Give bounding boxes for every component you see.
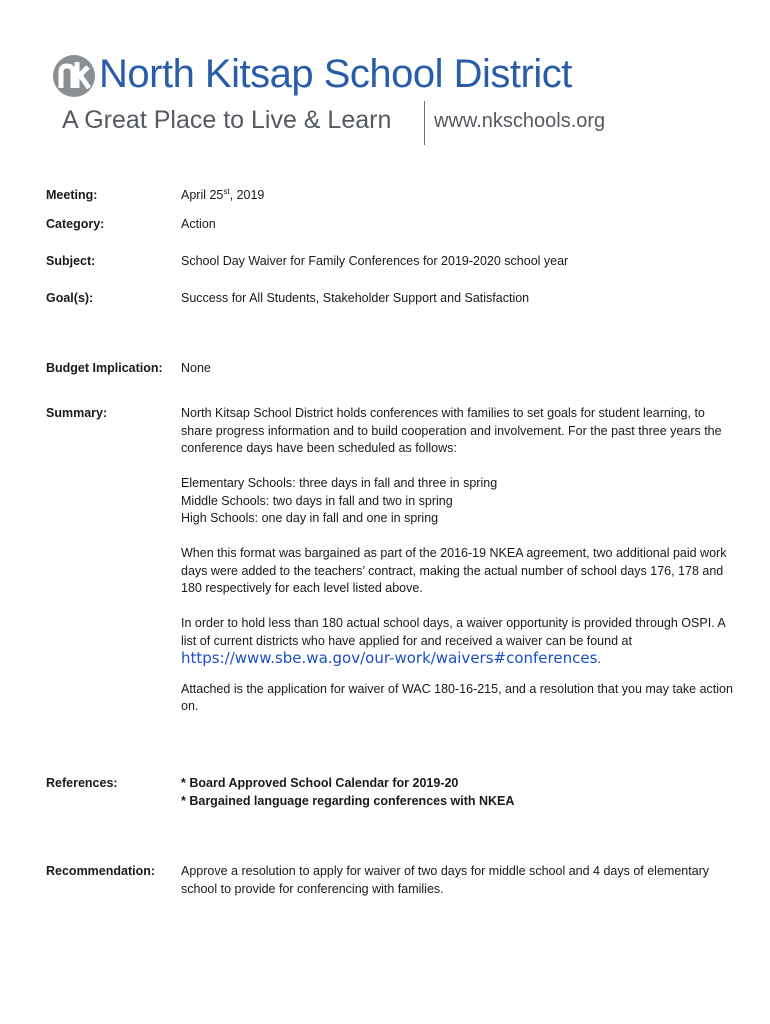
summary-paragraph-4: [181, 615, 736, 669]
goals-label: Goal(s):: [46, 291, 94, 305]
schedule-middle: Middle Schools: two days in fall and two in spring: [181, 493, 453, 508]
summary-paragraph-5: Attached is the application for waiver of WAC 180-16-215, and a resolution that you may take action on.: [181, 681, 733, 713]
budget-value: None: [181, 361, 211, 375]
schedule-elementary: Elementary Schools: three days in fall and three in spring: [181, 476, 498, 490]
meeting-year: , 2019: [229, 188, 265, 202]
reference-item: * Board Approved School Calendar for 2019-20: [181, 776, 459, 790]
summary-body: [181, 405, 736, 716]
summary-paragraph-3: When this format was bargained as part of the 2016-19 NKEA agreement, two additional paid work days were added to the teachers’ contract, making the actual number of school days 176, 178 and 180 respectively for each level listed above.: [181, 546, 727, 595]
header-divider: [424, 101, 425, 145]
subject-value: School Day Waiver for Family Conferences for 2019-2020 school year: [181, 254, 569, 268]
tagline: A Great Place to Live & Learn: [62, 106, 392, 134]
category-label: Category:: [46, 217, 105, 231]
meeting-date-suffix: st: [223, 186, 230, 196]
goals-value: Success for All Students, Stakeholder Support and Satisfaction: [181, 291, 530, 305]
waiver-info-text: In order to hold less than 180 actual school days, a waiver opportunity is provided through OSPI. A list of current districts who have applied for and received a waiver can be found at: [181, 616, 726, 648]
meeting-label: Meeting:: [46, 188, 98, 202]
meeting-value: [181, 187, 736, 205]
summary-paragraph-1: North Kitsap School District holds conferences with families to set goals for student learning, to share progress information and to build cooperation and involvement. For the past three years the conference days have been scheduled as follows:: [181, 406, 722, 455]
meeting-date: April 25: [181, 188, 224, 202]
summary-label: Summary:: [46, 406, 108, 420]
category-value: Action: [181, 217, 216, 231]
schedule-high: High Schools: one day in fall and one in spring: [181, 511, 439, 525]
recommendation-label: Recommendation:: [46, 864, 156, 878]
link-period: .: [597, 652, 601, 666]
waivers-link[interactable]: https://www.sbe.wa.gov/our-work/waivers#conferences: [181, 649, 598, 667]
letterhead: [0, 0, 770, 160]
nk-monogram-icon: [52, 54, 96, 98]
district-name: North Kitsap School District: [99, 52, 572, 96]
recommendation-value: Approve a resolution to apply for waiver of two days for middle school and 4 days of elementary school to provide for conferencing with families.: [181, 864, 710, 896]
website-link[interactable]: www.nkschools.org: [434, 110, 606, 132]
references-label: References:: [46, 776, 118, 790]
subject-label: Subject:: [46, 254, 96, 268]
schedule-list: [181, 475, 736, 528]
budget-label: Budget Implication:: [46, 361, 163, 375]
references-list: [181, 775, 736, 810]
reference-item: * Bargained language regarding conferences with NKEA: [181, 793, 515, 808]
